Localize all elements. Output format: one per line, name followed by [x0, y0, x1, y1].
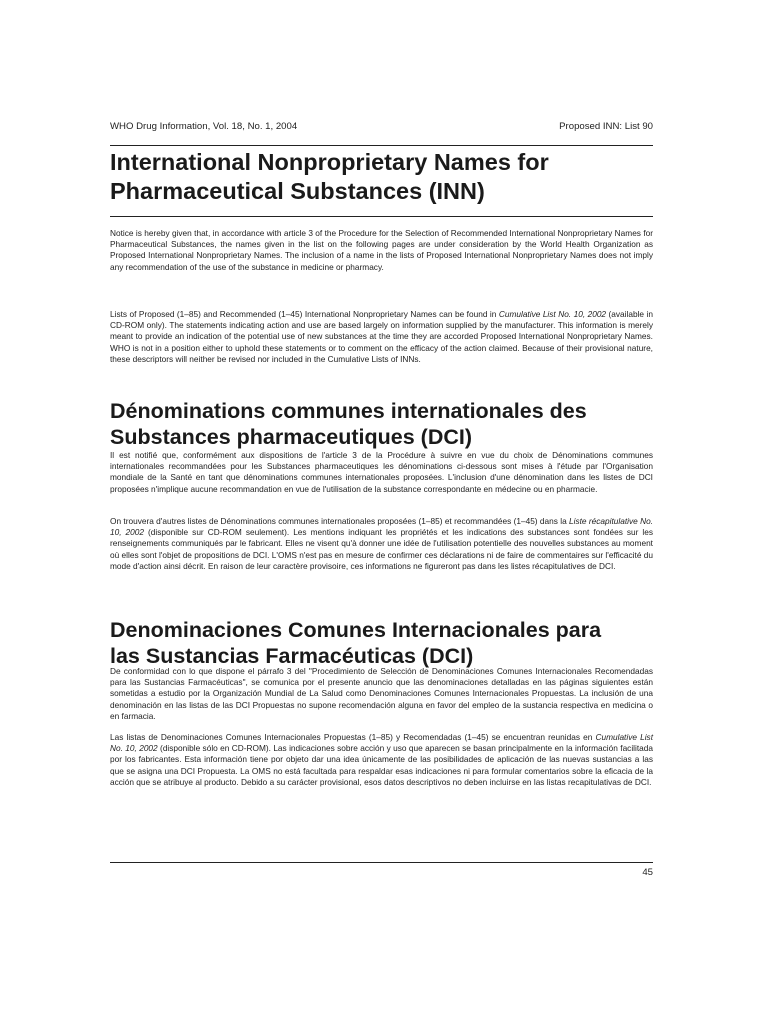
english-lists-paragraph: [110, 309, 653, 365]
spanish-title-line-1: Denominaciones Comunes Internacionales para: [110, 618, 602, 642]
footer-rule: [110, 862, 653, 863]
french-title-line-1: Dénominations communes internationales des: [110, 399, 587, 423]
french-notice-paragraph: Il est notifié que, conformément aux dispositions de l'article 3 de la Procédure à suivre en vue du choix de Dénominations communes internationales recommandées pour les Substances pharmaceutiques les dénominations ci-dessous sont mises à l'étude par l'Organisation mondiale de la Santé en tant que dénominations communes internationales proposées. L'inclusion d'une dénomination dans les listes de DCI proposées n'implique aucune recommandation en vue de l'utilisation de la substance correspondante en médecine ou en pharmacie.: [110, 450, 653, 494]
english-lists-text-b: (available in CD-ROM only). The statements indicating action and use are based largely on information supplied by the manufacturer. This information is merely meant to provide an indication of the potential use of new substances at the time they are accorded Proposed International Nonproprietary Names. WHO is not in a position either to uphold these statements or to comment on the efficacy of the action claimed. Because of their provisional nature, these descriptors will neither be revised nor included in the Cumulative Lists of INNs.: [110, 309, 653, 364]
french-lists-text-a: On trouvera d'autres listes de Dénominations communes internationales proposées (1–85) et recommandées (1–45) dans la: [110, 516, 570, 526]
english-cumulative-list-ref: Cumulative List No. 10, 2002: [498, 309, 607, 319]
spanish-section-title: [110, 617, 653, 669]
spanish-cumulative-list-ref: Cumulative List No. 10, 2002: [110, 732, 654, 754]
english-lists-text-a: Lists of Proposed (1–85) and Recommended (1–45) International Nonproprietary Names can be found in: [110, 309, 499, 319]
journal-citation: WHO Drug Information, Vol. 18, No. 1, 2004: [110, 121, 298, 132]
spanish-lists-text-a: Las listas de Denominaciones Comunes Internacionales Propuestas (1–85) y Recomendadas (1–45) se encuentran reunidas en: [110, 732, 596, 742]
top-rule: [110, 145, 653, 146]
english-notice-paragraph: Notice is hereby given that, in accordance with article 3 of the Procedure for the Selection of Recommended International Nonproprietary Names for Pharmaceutical Substances, the names given in the list on the following pages are under consideration by the World Health Organization as Proposed International Nonproprietary Names. The inclusion of a name in the lists of Proposed International Nonproprietary Names does not imply any recommendation of the use of the substance in medicine or pharmacy.: [110, 228, 653, 272]
spanish-lists-paragraph: [110, 732, 653, 788]
french-section-title: [110, 398, 653, 450]
running-header: [110, 121, 653, 132]
french-lists-text-b: (disponible sur CD-ROM seulement). Les mentions indiquant les propriétés et les indications des substances sont fondées sur les renseignements communiqués par le fabricant. Elles ne visent qu'à donner une idée de l'utilisation potentielle des nouvelles substances au moment où elles sont l'objet de propositions de DCI. L'OMS n'est pas en mesure de confirmer ces déclarations ni de faire de commentaires sur l'efficacité du mode d'action ainsi décrit. En raison de leur caractère provisoire, ces informations ne figureront pas dans les listes récapitulatives de DCI.: [110, 527, 654, 571]
french-lists-paragraph: [110, 516, 653, 572]
list-identifier: Proposed INN: List 90: [559, 121, 653, 132]
title-rule: [110, 216, 653, 217]
page-number: 45: [642, 867, 653, 878]
french-title-line-2: Substances pharmaceutiques (DCI): [110, 425, 473, 449]
document-page: [110, 0, 653, 1024]
page-title: [110, 148, 653, 206]
title-line-1: International Nonproprietary Names for: [110, 149, 549, 175]
spanish-lists-text-b: (disponible sólo en CD-ROM). Las indicaciones sobre acción y uso que aparecen se basan principalmente en la información facilitada por los fabricantes. Esta información tiene por objeto dar una idea únicamente de las posibilidades de aplicación de las nuevas sustancias a las que se asigna una DCI Propuesta. La OMS no está facultada para respaldar esas indicaciones ni para formular comentarios sobre la eficacia de la acción que se atribuye al producto. Debido a su carácter provisional, esos datos descriptivos no deben incluirse en las listas recapitulativas de DCI.: [110, 743, 654, 787]
spanish-title-line-2: las Sustancias Farmacéuticas (DCI): [110, 644, 474, 668]
french-liste-recapitulative-ref: Liste récapitulative No. 10, 2002: [110, 516, 654, 538]
title-line-2: Pharmaceutical Substances (INN): [110, 178, 485, 204]
spanish-notice-paragraph: De conformidad con lo que dispone el párrafo 3 del "Procedimiento de Selección de Denominaciones Comunes Internacionales Recomendadas para las Sustancias Farmacéuticas", se comunica por el presente anuncio que las denominaciones detalladas en las páginas siguientes están sometidas a estudio por la Organización Mundial de La Salud como Denominaciones Comunes Internacionales Propuestas. La inclusión de una denominación en las listas de las DCI Propuestas no supone recomendación alguna en favor del empleo de la sustancia respectiva en medicina o en farmacia.: [110, 666, 653, 721]
